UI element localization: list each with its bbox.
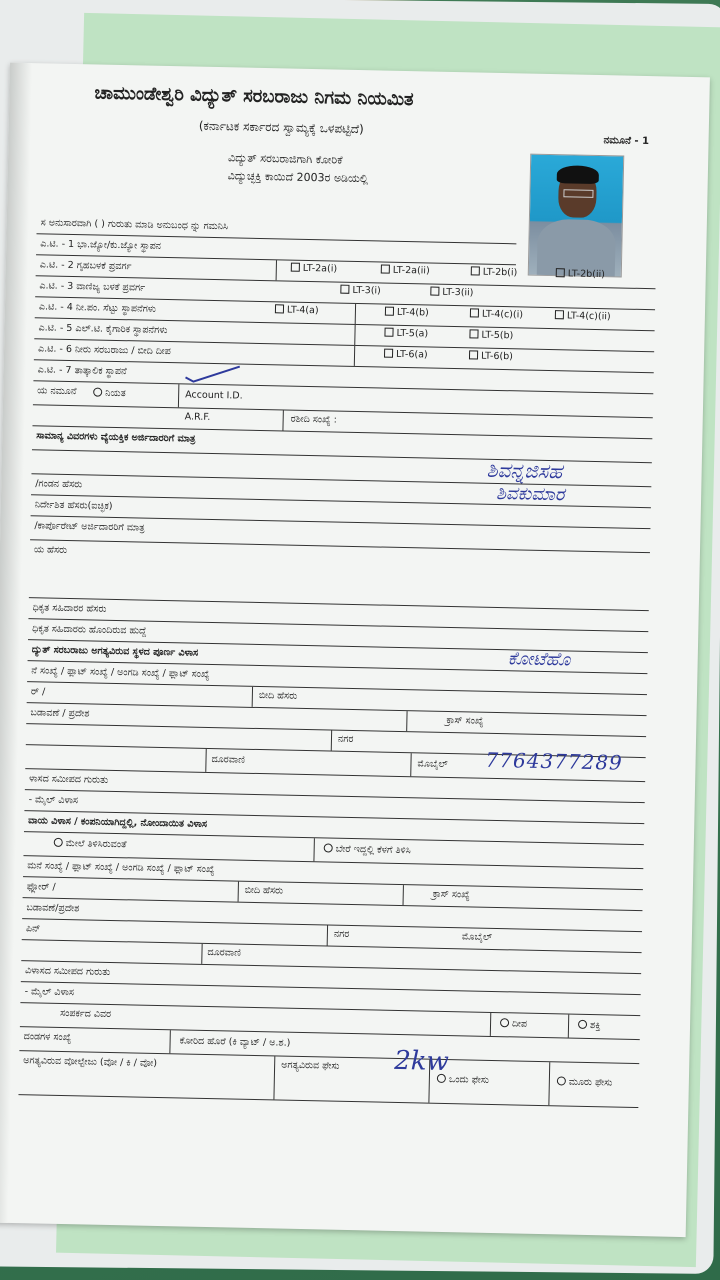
floor2-row: ಫ್ಲೋರ್ / ಬೀದಿ ಹೆಸರು ಕ್ರಾಸ್ ಸಂಖ್ಯೆ	[23, 877, 643, 911]
category-row-lt5: ಎ.ಟಿ. - 5 ಎಲ್.ಟಿ. ಕೈಗಾರಿಕ ಸ್ಥಾಪನೆಗಳು LT-5(a) LT-5(b)	[34, 318, 654, 352]
corporate-row: /ಕಾರ್ಪೊರೇಟ್ ಅರ್ಜಿದಾರರಿಗೆ ಮಾತ್ರ	[30, 516, 650, 553]
email-row: - ಮೈಲ್ ವಿಳಾಸ	[24, 790, 644, 824]
handwritten-mobile: 7764377289	[485, 747, 624, 775]
company-subtitle: (ಕರ್ನಾಟಕ ಸರ್ಕಾರದ ಸ್ವಾಮ್ಯಕ್ಕೆ ಒಳಪಟ್ಟಿದೆ)	[198, 118, 364, 137]
category-row-lt2: ಎ.ಟಿ. - 2 ಗೃಹಬಳಕೆ ಪ್ರವರ್ಗ LT-2a(i) LT-2a(ii) LT-2b(i) LT-2b(ii)	[36, 255, 656, 289]
category-row-lt1: ಎ.ಟಿ. - 1 ಭಾ.ಜ್ಯೋ/ಕು.ಜ್ಯೋ ಸ್ಥಾಪನ	[36, 234, 516, 265]
power-radio[interactable]: ಶಕ್ತಿ	[578, 1020, 601, 1031]
category-row-lt6: ಎ.ಟಿ. - 6 ನೀರು ಸರಬರಾಜು / ಬೀದಿ ದೀಪ LT-6(a) LT-6(b)	[34, 339, 654, 373]
comm-address-row: ವಾಯ ವಿಳಾಸ / ಕಂಪನಿಯಾಗಿದ್ದಲ್ಲಿ, ನೋಂದಾಯಿತ ವಿಳಾಸ	[24, 811, 644, 845]
supply-address-row: ದ್ಯುತ್ ಸರಬರಾಜು ಅಗತ್ಯವಿರುವ ಸ್ಥಳದ ಪೂರ್ಣ ವಿಳಾಸ	[28, 640, 648, 674]
lt3-i-checkbox[interactable]: LT-3(i)	[340, 285, 381, 297]
email2-row: - ಮೈಲ್ ವಿಳಾಸ	[20, 982, 640, 1016]
father-name-row: /ಗಂಡನ ಹೆಸರು	[31, 474, 651, 508]
category-intro-row: ಸ ಅನುಸಾರವಾಗಿ ( ) ಗುರುತು ಮಾಡಿ ಅನುಬಂಧ ನ್ನು ಗಮನಿಸಿ	[36, 213, 516, 244]
lt4c-i-checkbox[interactable]: LT-4(c)(i)	[470, 308, 523, 320]
category-row-lt7: ಎ.ಟಿ. - 7 ತಾತ್ಕಾಲಿಕ ಸ್ಥಾಪನೆ	[33, 360, 653, 394]
city-row: ನಗರ	[26, 724, 646, 758]
company-title: ಚಾಮುಂಡೇಶ್ವರಿ ವಿದ್ಯುತ್ ಸರಬರಾಜು ನಿಗಮ ನಿಯಮಿತ	[94, 82, 414, 111]
phone-row: ದೂರವಾಣಿ ಮೊಬೈಲ್	[25, 745, 645, 782]
checkmark-icon	[183, 363, 243, 384]
lt4b-checkbox[interactable]: LT-4(b)	[385, 307, 429, 319]
account-id-label: Account I.D.	[185, 389, 243, 402]
lt4a-checkbox[interactable]: LT-4(a)	[275, 304, 319, 316]
other-address-radio[interactable]: ಬೇರೆ ಇದ್ದಲ್ಲಿ ಕೆಳಗೆ ತಿಳಿಸಿ	[324, 843, 411, 856]
lt2b-ii-checkbox[interactable]: LT-2b(ii)	[556, 268, 605, 280]
lt2a-ii-checkbox[interactable]: LT-2a(ii)	[381, 264, 430, 276]
account-row: ಯ ನಮೂನೆ ನಿಯತ Account I.D.	[33, 381, 653, 418]
arf-label: A.R.F.	[184, 411, 211, 423]
company-row: ಯ ಹೆಸರು	[29, 540, 650, 611]
receipt-label: ರಶೀದಿ ಸಂಖ್ಯೆ :	[290, 413, 337, 426]
landmark2-row: ವಿಳಾಸದ ಸಮೀಪದ ಗುರುತು	[21, 961, 641, 995]
lt2a-i-checkbox[interactable]: LT-2a(i)	[291, 263, 337, 275]
section-personal: ಸಾಮಾನ್ಯ ವಿವರಗಳು ವ್ಯೆಯಕ್ತಿಕ ಅರ್ಜಿದಾರರಿಗೆ ಮಾತ್ರ	[32, 426, 652, 463]
pin2-row: ಪಿನ್ ನಗರ ಮೊಬೈಲ್	[22, 919, 642, 953]
three-phase-radio[interactable]: ಮೂರು ಫೇಸು	[557, 1076, 613, 1088]
form-page	[0, 63, 710, 1237]
house-no2-row: ಮನೆ ಸಂಖ್ಯೆ / ಫ್ಲಾಟ್ ಸಂಖ್ಯೆ / ಅಂಗಡಿ ಸಂಖ್ಯೆ / ಫ್ಲಾಟ್ ಸಂಖ್ಯೆ	[23, 856, 643, 890]
area2-row: ಬಡಾವಣೆ/ಪ್ರದೇಶ	[22, 898, 642, 932]
lt2b-i-checkbox[interactable]: LT-2b(i)	[471, 266, 518, 278]
load-details-row: ಸಂಪರ್ಕದ ವಿವರ ದೀಪ ಶಕ್ತಿ	[20, 1003, 640, 1040]
auth-designation-row: ಧಿಕೃತ ಸಹಿದಾರರು ಹೊಂದಿರುವ ಹುದ್ದೆ	[28, 619, 648, 653]
handwritten-load: 2kw	[393, 1045, 450, 1078]
lt6b-checkbox[interactable]: LT-6(b)	[469, 350, 513, 362]
lt6a-checkbox[interactable]: LT-6(a)	[384, 349, 428, 361]
short-name-row: ನಿರ್ದೇಶಿತ ಹೆಸರು(ಐಚ್ಛಿಕ)	[31, 495, 651, 529]
floor-row: ರ್ / ಬೀದಿ ಹೆಸರು	[27, 682, 647, 716]
lt3-ii-checkbox[interactable]: LT-3(ii)	[430, 287, 473, 299]
lt5b-checkbox[interactable]: LT-5(b)	[469, 329, 513, 341]
act-line: ವಿದ್ಯುಚ್ಛಕ್ತಿ ಕಾಯಿದೆ 2003ರ ಅಡಿಯಲ್ಲಿ	[227, 169, 369, 186]
single-phase-radio[interactable]: ಒಂದು ಫೇಸು	[437, 1074, 489, 1086]
category-row-lt4: ಎ.ಟಿ. - 4 ನೀ.ಪಂ. ಸೆಟ್ಟು ಸ್ಥಾಪನೆಗಳು LT-4(a) LT-4(b) LT-4(c)(i) LT-4(c)(ii)	[35, 297, 655, 331]
lt4c-ii-checkbox[interactable]: LT-4(c)(ii)	[555, 310, 611, 322]
auth-name-row: ಧಿಕೃತ ಸಹಿದಾರರ ಹೆಸರು	[28, 598, 648, 632]
light-radio[interactable]: ದೀಪ	[500, 1018, 527, 1030]
regular-radio[interactable]: ನಿಯತ	[93, 387, 126, 399]
handwritten-name-1: ಶಿವನ್ನಜಿಸಹ	[486, 457, 563, 484]
load-requested-row: ದಂಡಗಳ ಸಂಖ್ಯೆ ಕೋರಿದ ಹೊರೆ (ಕಿ ವ್ಯಾಟ್ / ಅ.ಶ.)	[19, 1027, 639, 1064]
request-line: ವಿದ್ಯುತ್ ಸರಬರಾಜಿಗಾಗಿ ಕೋರಿಕೆ	[227, 151, 343, 167]
handwritten-place: ಕೋಟೆಹೊ	[507, 648, 571, 671]
lt5a-checkbox[interactable]: LT-5(a)	[384, 328, 428, 340]
landmark-row: ಳಾಸದ ಸಮೀಪದ ಗುರುತು	[25, 769, 645, 803]
house-no-row: ನೆ ಸಂಖ್ಯೆ / ಫ್ಲಾಟ್ ಸಂಖ್ಯೆ / ಅಂಗಡಿ ಸಂಖ್ಯೆ / ಫ್ಲಾಟ್ ಸಂಖ್ಯೆ	[27, 661, 647, 695]
form-number: ನಮೂನೆ - 1	[603, 135, 650, 148]
phone2-row: ದೂರವಾಣಿ	[21, 940, 641, 974]
category-row-lt3: ಎ.ಟಿ. - 3 ವಾಣಿಜ್ಯ ಬಳಕೆ ಪ್ರವರ್ಗ LT-3(i) LT-3(ii)	[35, 276, 655, 310]
handwritten-name-2: ಶಿವಕುಮಾರ	[495, 482, 565, 506]
area-row: ಬಡಾವಣೆ / ಪ್ರದೇಶ ಕ್ರಾಸ್ ಸಂಖ್ಯೆ	[26, 703, 646, 737]
same-address-radio[interactable]: ಮೇಲೆ ತಿಳಿಸಿರುವಂತೆ	[54, 838, 127, 851]
phase-row: ಅಗತ್ಯವಿರುವ ವೋಲ್ಟೇಜು (ವೋ / ಕಿ / ವೋ) ಅಗತ್ಯವಿರುವ ಫೇಸು ಒಂದು ಫೇಸು ಮೂರು ಫೇಸು	[18, 1051, 639, 1108]
